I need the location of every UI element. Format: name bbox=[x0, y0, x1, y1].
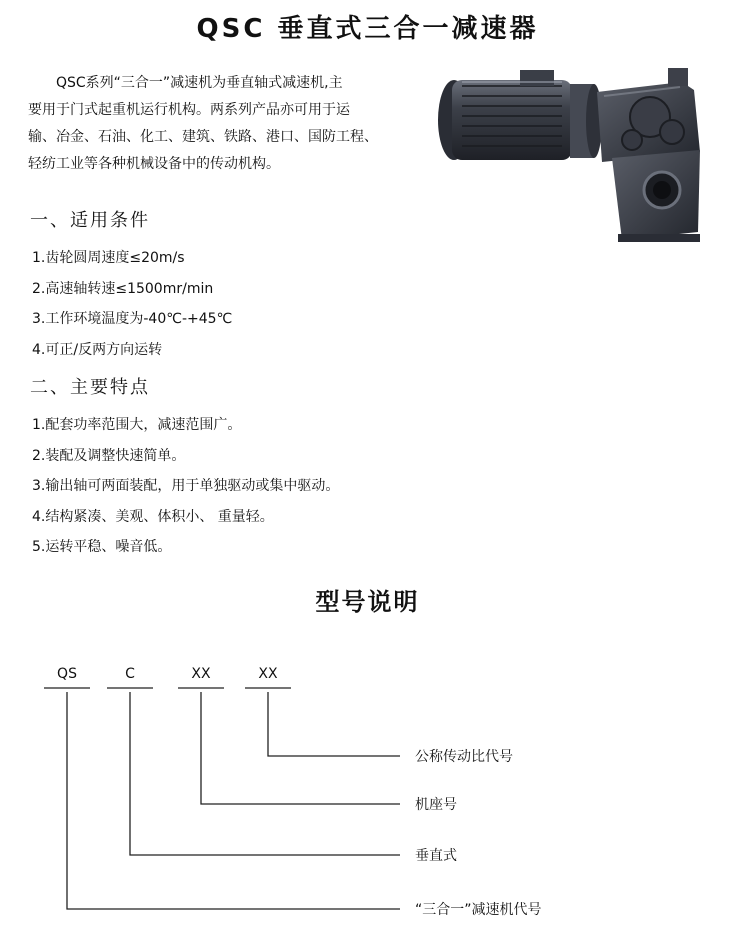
intro-line-4: 轻纺工业等各种机械设备中的传动机构。 bbox=[28, 156, 280, 172]
list-item: 1.配套功率范围大，减速范围广。 bbox=[32, 417, 242, 433]
meaning-three-in-one: “三合一”减速机代号 bbox=[415, 902, 542, 918]
section-heading-conditions: 一、适用条件 bbox=[30, 210, 150, 231]
list-item: 3.输出轴可两面装配，用于单独驱动或集中驱动。 bbox=[32, 478, 340, 494]
meaning-ratio-code: 公称传动比代号 bbox=[415, 749, 513, 765]
code-c: C bbox=[125, 666, 135, 682]
list-item: 2.高速轴转速≤1500mr/min bbox=[32, 280, 214, 297]
list-item: 4.可正/反两方向运转 bbox=[32, 341, 163, 358]
intro-line-1: QSC系列“三合一”减速机为垂直轴式减速机,主 bbox=[56, 75, 343, 91]
section-heading-features: 二、主要特点 bbox=[30, 377, 150, 398]
list-item: 1.齿轮圆周速度≤20m/s bbox=[32, 250, 185, 266]
model-heading: 型号说明 bbox=[315, 588, 420, 616]
intro-line-3: 输、冶金、石油、化工、建筑、铁路、港口、国防工程、 bbox=[28, 129, 378, 145]
meaning-vertical: 垂直式 bbox=[415, 848, 457, 864]
list-item: 2.装配及调整快速简单。 bbox=[32, 447, 186, 464]
page-title: QSC 垂直式三合一减速器 bbox=[196, 14, 539, 44]
code-qs: QS bbox=[57, 666, 77, 682]
intro-line-2: 要用于门式起重机运行机构。两系列产品亦可用于运 bbox=[28, 102, 350, 118]
meaning-frame-number: 机座号 bbox=[415, 797, 457, 813]
list-item: 5.运转平稳、噪音低。 bbox=[32, 539, 172, 555]
list-item: 4.结构紧凑、美观、体积小、 重量轻。 bbox=[32, 508, 274, 525]
code-xx-frame: XX bbox=[191, 666, 211, 682]
code-xx-ratio: XX bbox=[258, 666, 278, 682]
list-item: 3.工作环境温度为-40℃-+45℃ bbox=[32, 311, 233, 327]
